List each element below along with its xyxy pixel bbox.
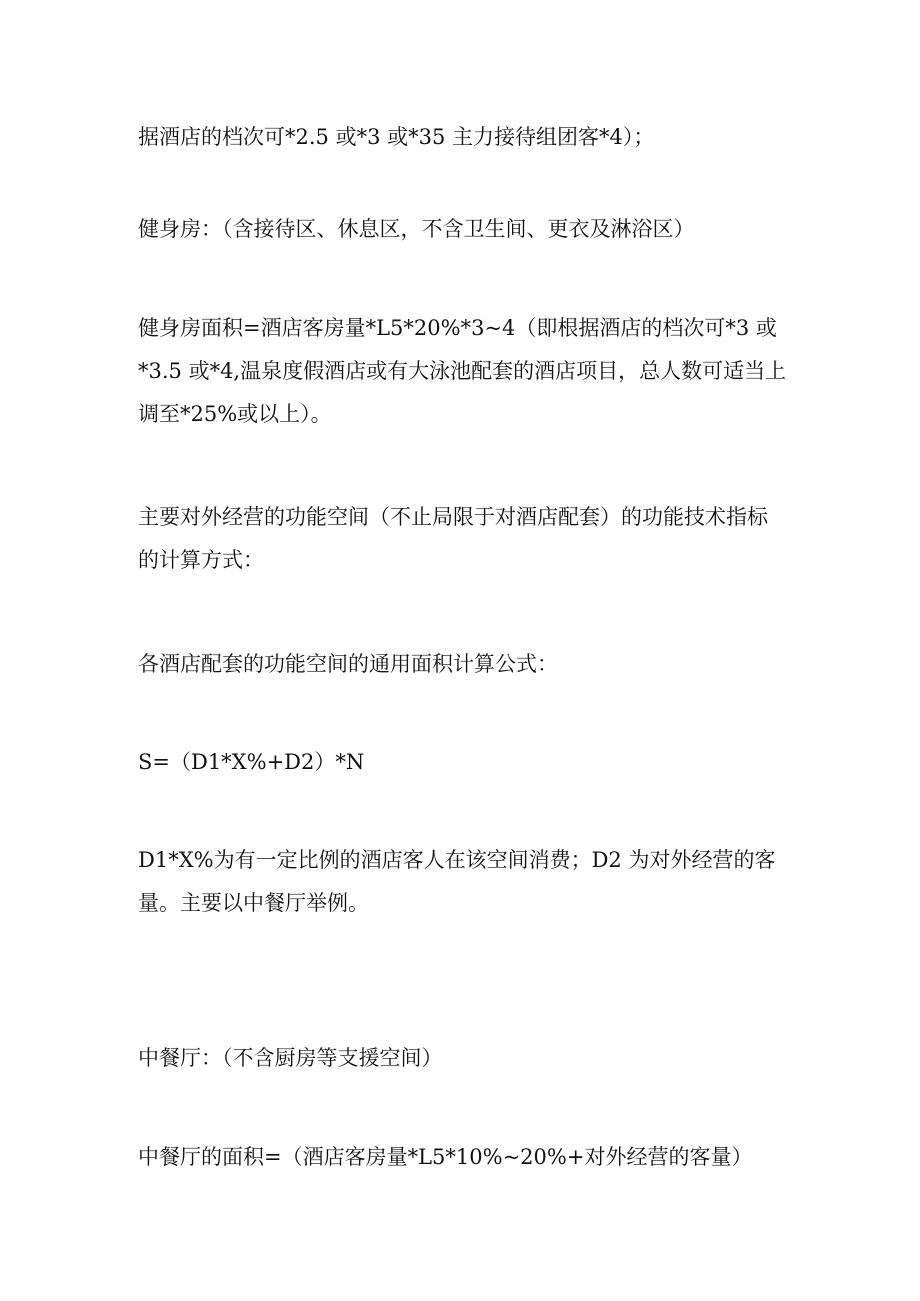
text-line: 中餐厅的面积=（酒店客房量*L5*10%~20%+对外经营的客量） [138,1145,753,1169]
text-line: 的计算方式： [138,548,264,572]
text-line: 主要对外经营的功能空间（不止局限于对酒店配套）的功能技术指标 [138,505,768,529]
text-line: *3.5 或*4,温泉度假酒店或有大泳池配套的酒店项目，总人数可适当上 [138,359,787,383]
paragraph-external-spaces [138,496,788,582]
paragraph-occupancy-note [138,116,788,159]
paragraph-general-formula-intro [138,643,788,686]
paragraph-formula-explanation [138,839,788,925]
text-line: 调至*25%或以上）。 [138,402,332,426]
text-line: 各酒店配套的功能空间的通用面积计算公式： [138,652,558,676]
paragraph-gym-area-formula [138,307,788,436]
text-line: 量。主要以中餐厅举例。 [138,891,369,915]
text-line: 健身房面积=酒店客房量*L5*20%*3~4（即根据酒店的档次可*3 或 [138,316,777,340]
text-line: D1*X%为有一定比例的酒店客人在该空间消费；D2 为对外经营的客 [138,848,776,872]
paragraph-formula [138,741,788,784]
text-line: 据酒店的档次可*2.5 或*3 或*35 主力接待组团客*4）； [138,125,655,149]
text-line: S=（D1*X%+D2）*N [138,750,365,774]
text-line: 健身房：（含接待区、休息区，不含卫生间、更衣及淋浴区） [138,217,695,241]
paragraph-gym-heading [138,208,788,251]
text-line: 中餐厅：（不含厨房等支援空间） [138,1046,443,1070]
paragraph-chinese-restaurant-area [138,1136,788,1179]
paragraph-chinese-restaurant-heading [138,1037,788,1080]
